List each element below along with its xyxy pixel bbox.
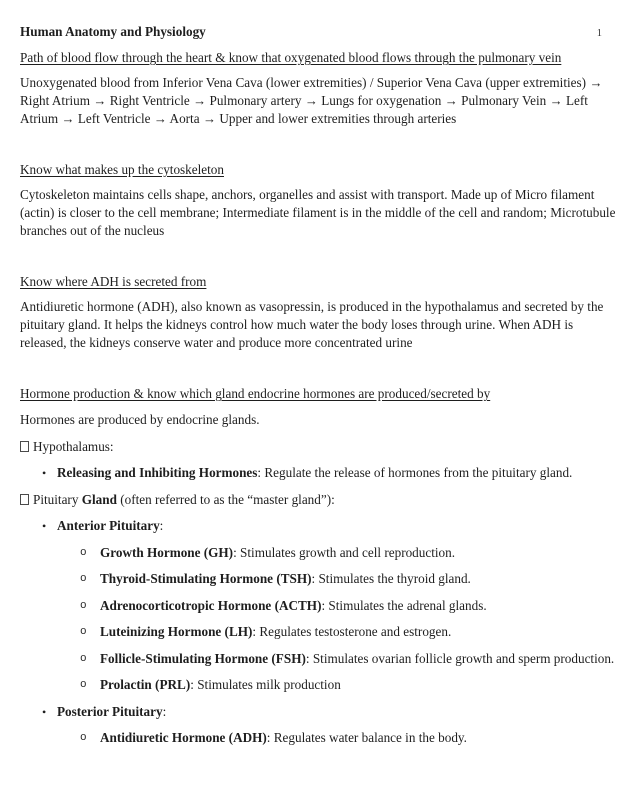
circle-bullet-icon: o [80,652,87,665]
term-text: Thyroid-Stimulating Hormone (TSH) [100,571,312,586]
disc-bullet-icon: • [42,519,47,533]
term-text: Prolactin (PRL) [100,677,191,692]
section-heading-hormone-production: Hormone production & know which gland endocrine hormones are produced/secreted by [20,386,491,401]
section-heading-blood-flow: Path of blood flow through the heart & know that oxygenated blood flows through the pulmonary vein [20,50,562,65]
hormone-list [20,438,620,748]
term-text: Luteinizing Hormone (LH) [100,624,253,639]
document-page [0,23,640,787]
list-item [20,676,620,694]
disc-bullet-icon: • [42,704,47,719]
list-item [20,438,620,456]
description-text: : Regulate the release of hormones from the pituitary gland. [257,465,573,480]
description-text: Hypothalamus: [33,438,114,454]
term-text: Growth Hormone (GH) [100,544,234,560]
description-text: : Stimulates ovarian follicle growth and sperm production. [305,650,615,666]
circle-bullet-icon: o [80,679,87,691]
term-text: Posterior Pituitary [57,703,163,719]
disc-bullet-icon: • [42,466,47,480]
term-text: Antidiuretic Hormone (ADH) [100,730,267,745]
list-item [20,650,620,668]
circle-bullet-icon: o [80,626,87,638]
list-item-text [100,598,487,613]
description-text: : Regulates testosterone and estrogen. [252,624,452,639]
section-heading-cytoskeleton: Know what makes up the cytoskeleton [20,162,224,177]
list-item [20,570,620,588]
list-item [20,623,620,641]
list-item [20,597,620,615]
square-bullet-icon [20,441,29,452]
list-item-text [57,518,163,533]
description-text: : Stimulates growth and cell reproduction. [233,544,456,560]
description-text: Pituitary [33,491,82,507]
term-text: Anterior Pituitary [57,518,160,533]
term-text: Adrenocorticotropic Hormone (ACTH) [100,597,322,613]
section-body-adh: Antidiuretic hormone (ADH), also known as vasopressin, is produced in the hypothalamus and secreted by the pituitary gland. It helps the kidneys control how much water the body loses through urine. When ADH is released, the kidneys conserve water and produce more concentrated urine [20,299,604,350]
description-text: : [159,518,164,533]
description-text: : Stimulates milk production [190,677,341,692]
list-item [20,517,620,535]
circle-bullet-icon: o [80,599,87,612]
list-item-text [100,545,455,560]
list-item-text [100,730,467,745]
list-item-text [57,704,166,719]
list-item-text [100,571,471,586]
hormone-intro-text: Hormones are produced by endocrine glands. [20,412,260,427]
list-item-text [33,439,114,454]
doc-title: Human Anatomy and Physiology [20,24,206,39]
list-item-text [57,465,572,480]
term-text: Gland [81,491,117,507]
term-text: Follicle-Stimulating Hormone (FSH) [100,650,306,666]
circle-bullet-icon: o [80,573,87,585]
circle-bullet-icon: o [80,546,87,559]
section-body-cytoskeleton: Cytoskeleton maintains cells shape, anchors, organelles and assist with transport. Made up of Micro filament (actin) is closer to the cell membrane; Intermediate filament is in the middle of the cell and random; Microtubule branches out of the nucleus [20,187,616,238]
list-item-text [100,624,451,639]
section-heading-adh: Know where ADH is secreted from [20,274,207,289]
list-item-text [33,492,335,507]
list-item [20,703,620,721]
description-text: : Stimulates the adrenal glands. [321,597,487,613]
description-text: : [162,703,167,719]
list-item-text [100,651,614,666]
list-item-text [100,677,341,692]
list-item [20,544,620,562]
list-item [20,464,620,482]
term-text: Releasing and Inhibiting Hormones [57,465,258,480]
page-number: 1 [596,28,602,39]
section-body-blood-flow: Unoxygenated blood from Inferior Vena Cava (lower extremities) / Superior Vena Cava (upper extremities) → Right Atrium → Right Ventricle → Pulmonary artery → Lungs for oxygenation → Pulmonary Vein → Left Atrium → Left Ventricle → Aorta → Upper and lower extremities through arteries [20,75,603,126]
list-item [20,491,620,509]
description-text: : Regulates water balance in the body. [266,730,467,745]
description-text: (often referred to as the “master gland”): [116,491,335,507]
list-item [20,729,620,747]
description-text: : Stimulates the thyroid gland. [311,571,471,586]
square-bullet-icon [20,494,29,505]
circle-bullet-icon: o [80,732,87,744]
